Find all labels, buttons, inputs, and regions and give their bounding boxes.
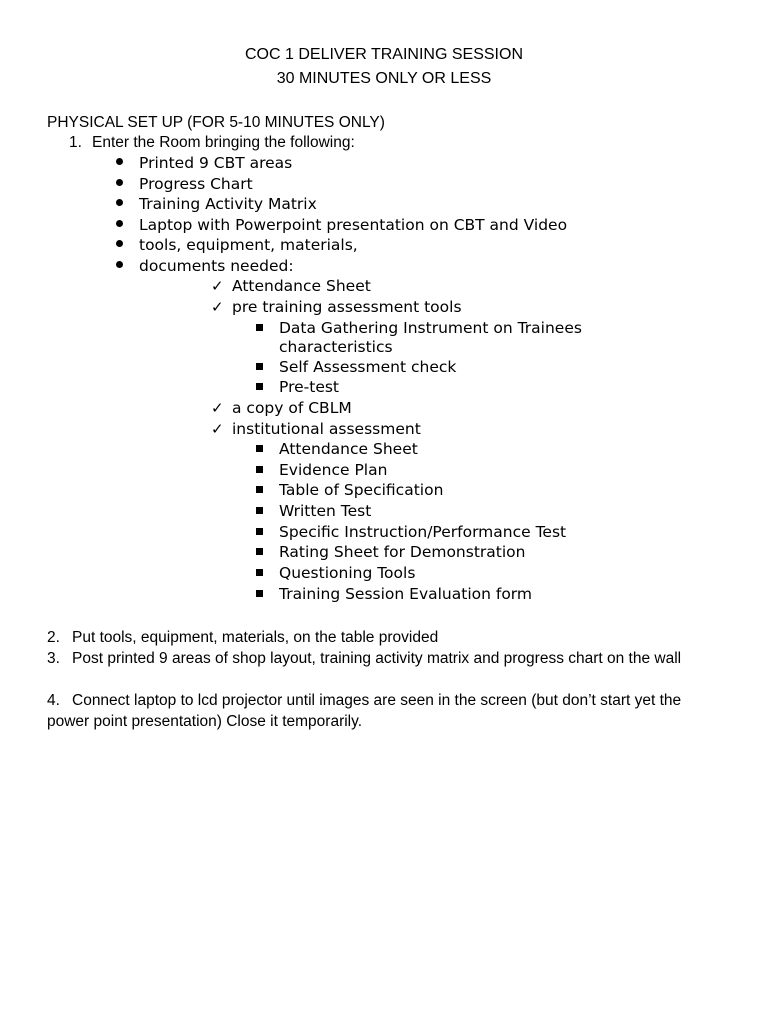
document-item: Attendance Sheet xyxy=(232,277,371,295)
check-mark-icon: ✓ xyxy=(211,298,224,316)
document-item: pre training assessment tools xyxy=(232,298,462,316)
square-bullet-icon xyxy=(256,590,263,597)
bullet-icon xyxy=(116,158,123,165)
institutional-item: Questioning Tools xyxy=(279,564,416,582)
institutional-item: Attendance Sheet xyxy=(279,440,418,458)
square-bullet-icon xyxy=(256,466,263,473)
bullet-item: Laptop with Powerpoint presentation on CBT and Video xyxy=(139,216,568,234)
square-bullet-icon xyxy=(256,507,263,514)
square-bullet-icon xyxy=(256,486,263,493)
pre-training-tool-item: Data Gathering Instrument on Trainees xyxy=(279,319,582,337)
bullet-item: documents needed: xyxy=(139,257,294,275)
institutional-item: Written Test xyxy=(279,502,372,520)
check-mark-icon: ✓ xyxy=(211,277,224,295)
step-3 xyxy=(47,648,727,669)
square-bullet-icon xyxy=(256,324,263,331)
bullet-item: Printed 9 CBT areas xyxy=(139,154,293,172)
step-1-number: 1. xyxy=(69,134,82,151)
institutional-item: Rating Sheet for Demonstration xyxy=(279,543,526,561)
institutional-item: Evidence Plan xyxy=(279,461,388,479)
pre-training-tool-item: Self Assessment check xyxy=(279,358,457,376)
step-4 xyxy=(47,690,727,732)
bullet-item: Progress Chart xyxy=(139,175,253,193)
bullet-icon xyxy=(116,240,123,247)
square-bullet-icon xyxy=(256,569,263,576)
square-bullet-icon xyxy=(256,383,263,390)
bullet-icon xyxy=(116,199,123,206)
institutional-item: Table of Specification xyxy=(279,481,444,499)
step-2-number: 2. xyxy=(47,629,60,646)
institutional-item: Specific Instruction/Performance Test xyxy=(279,523,567,541)
step-3-text: Post printed 9 areas of shop layout, training activity matrix and progress chart on the wall xyxy=(72,650,682,667)
pre-training-tool-item-continuation: characteristics xyxy=(279,338,393,356)
bullet-icon xyxy=(116,261,123,268)
step-2-text: Put tools, equipment, materials, on the table provided xyxy=(72,629,439,646)
document-title-line-2: 30 MINUTES ONLY OR LESS xyxy=(276,70,492,87)
check-mark-icon: ✓ xyxy=(211,399,224,417)
square-bullet-icon xyxy=(256,363,263,370)
step-4-text: Connect laptop to lcd projector until images are seen in the screen (but don’t start yet the power point presentation) Close it temporarily. xyxy=(47,692,682,730)
step-3-number: 3. xyxy=(47,650,60,667)
document-item: a copy of CBLM xyxy=(232,399,352,417)
bullet-icon xyxy=(116,220,123,227)
institutional-item: Training Session Evaluation form xyxy=(279,585,533,603)
step-4-number: 4. xyxy=(47,692,60,709)
pre-training-tool-item: Pre-test xyxy=(279,378,340,396)
document-title-line-1: COC 1 DELIVER TRAINING SESSION xyxy=(245,46,523,63)
step-2 xyxy=(47,627,727,648)
check-mark-icon: ✓ xyxy=(211,420,224,438)
step-1-text: Enter the Room bringing the following: xyxy=(92,134,355,151)
bullet-icon xyxy=(116,179,123,186)
document-item: institutional assessment xyxy=(232,420,421,438)
square-bullet-icon xyxy=(256,528,263,535)
bullet-item: tools, equipment, materials, xyxy=(139,236,358,254)
section-heading: PHYSICAL SET UP (FOR 5-10 MINUTES ONLY) xyxy=(47,114,385,131)
square-bullet-icon xyxy=(256,548,263,555)
bullet-item: Training Activity Matrix xyxy=(139,195,317,213)
square-bullet-icon xyxy=(256,445,263,452)
